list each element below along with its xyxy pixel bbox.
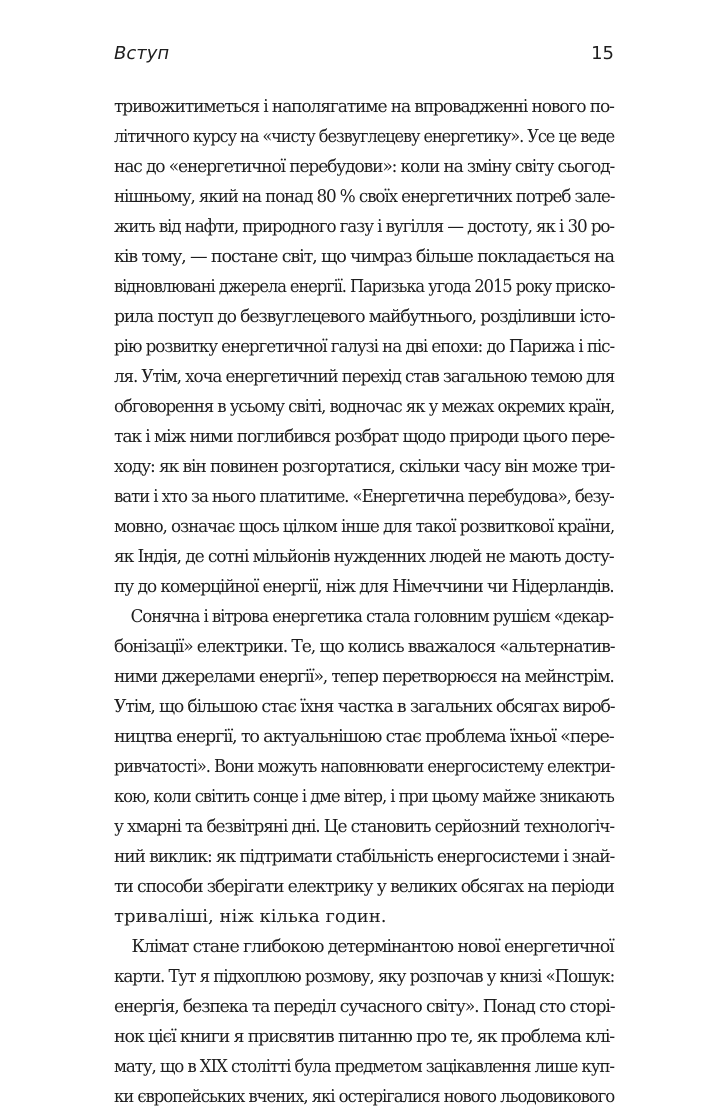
text-line: енергія, безпека та переділ сучасного світу». Понад сто сторі- [114,996,615,1017]
text-line: як Індія, де сотні мільйонів нужденних людей не мають досту- [114,546,614,567]
text-line: відновлювані джерела енергії. Паризька угода 2015 року приско- [114,276,615,297]
text-line: Утім, що більшою стає їхня частка в загальних обсягах вироб- [114,696,615,717]
text-line: триваліші, ніж кілька годин. [114,906,387,927]
text-line: ривчатості». Вони можуть наповнювати енергосистему електри- [114,756,615,777]
text-line: ля. Утім, хоча енергетичний перехід став загальною темою для [114,366,615,387]
text-line: обговорення в усьому світі, водночас як у межах окремих країн, [114,396,615,417]
text-line: тривожитиметься і наполягатиме на впровадженні нового по- [114,96,614,117]
text-line: так і між ними поглибився розбрат щодо природи цього перe- [114,426,615,447]
text-line: карти. Тут я підхоплюю розмову, яку розпочав у книзі «Пошук: [114,966,615,987]
text-line: нок цієї книги я присвятив питанню про те, як проблема клі- [114,1026,615,1047]
text-line: ти способи зберігати електрику у великих обсягах на періоди [114,876,614,897]
text-line: жить від нафти, природного газу і вугілля — достоту, як і 30 ро- [114,216,614,237]
text-line: вати і хто за нього платитиме. «Енергетична перебудова», безу- [114,486,614,507]
paragraph [114,602,614,932]
text-line: ки європейських вчених, які остерігалися нового льодовикового [114,1086,615,1107]
text-line: Сонячна і вітрова енергетика стала головним рушієм «декар- [130,606,613,627]
text-line: ків тому, — постане світ, що чимраз більше покладається на [114,246,614,267]
page-number: 15 [591,43,614,64]
paragraph [114,932,614,1112]
text-line: мату, що в XIX столітті була предметом зацікавлення лише куп- [114,1056,614,1077]
paragraph [114,92,614,602]
text-line: ництва енергії, то актуальнішою стає проблема їхньої «пере- [114,726,614,747]
text-line: рію розвитку енергетичної галузі на дві епохи: до Парижа і піс- [114,336,615,357]
text-line: нішньому, який на понад 80 % своїх енергетичних потреб зале- [114,186,615,207]
text-line: бонізації» електрики. Те, що колись вважалося «альтернатив- [114,636,615,657]
text-line: у хмарні та безвітряні дні. Це становить серйозний технологіч- [114,816,614,837]
text-line: нас до «енергетичної перебудови»: коли на зміну світу сьогод- [114,156,615,177]
body-text [114,92,614,1112]
text-line: рила поступ до безвуглецевого майбутнього, розділивши істо- [114,306,615,327]
text-line: ними джерелами енергії», тепер перетворюєся на мейнстрім. [114,666,614,687]
text-line: мовно, означає щось цілком інше для такої розвиткової країни, [114,516,615,537]
running-header [114,40,614,68]
section-title: Вступ [114,43,170,64]
text-line: ходу: як він повинен розгортатися, скільки часу він може три- [114,456,615,477]
text-line: ний виклик: як підтримати стабільність енергосистеми і знай- [114,846,615,867]
text-line: пу до комерційної енергії, ніж для Німеччини чи Нідерландів. [114,576,614,597]
text-line: Клімат стане глибокою детермінантою нової енергетичної [131,936,614,957]
text-line: літичного курсу на «чисту безвуглецеву енергетику». Усе це веде [114,126,615,147]
text-line: кою, коли світить сонце і дме вітер, і при цьому майже зникають [114,786,614,807]
